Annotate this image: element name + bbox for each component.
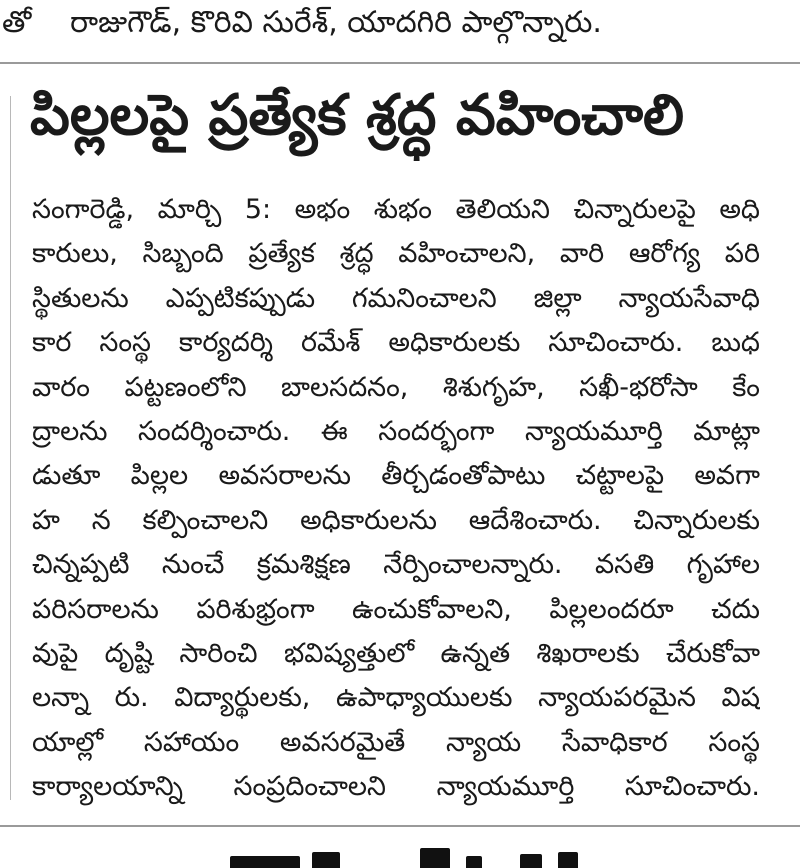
top-divider — [0, 62, 800, 64]
previous-article-line: రాజుగౌడ్, కొరివి సురేశ్, యాదగిరి పాల్గొన్నారు. — [70, 5, 602, 40]
previous-article-tail — [0, 0, 800, 52]
article-headline: పిల్లలపై ప్రత్యేక శ్రద్ధ వహించాలి — [30, 83, 685, 148]
article-body-line: లన్నా రు. విద్యార్థులకు, ఉపాధ్యాయులకు న్యాయపరమైన విష — [32, 682, 760, 714]
article-body-line: కార సంస్థ కార్యదర్శి రమేశ్ అధికారులకు సూచించారు. బుధ — [32, 327, 760, 359]
article-body-line: స్థితులను ఎప్పటికప్పుడు గమనించాలని జిల్లా న్యాయసేవాధి — [32, 282, 760, 314]
previous-article-fragment: తో — [2, 5, 32, 40]
article-body-line: కార్యాలయాన్ని సంప్రదించాలని న్యాయమూర్తి సూచించారు. — [32, 771, 760, 803]
bottom-divider — [0, 825, 800, 827]
article-body-line: పరిసరాలను పరిశుభ్రంగా ఉంచుకోవాలని, పిల్లలందరూ చదు — [32, 593, 760, 625]
article-body-line: వుపై దృష్టి సారించి భవిష్యత్తులో ఉన్నత శిఖరాలకు చేరుకోవా — [32, 638, 760, 670]
column-border — [10, 96, 11, 800]
article-body-line: చిన్నప్పటి నుంచే క్రమశిక్షణ నేర్పించాలన్నారు. వసతి గృహాల — [32, 549, 760, 581]
article-body-line: యాల్లో సహాయం అవసరమైతే న్యాయ సేవాధికార సంస్థ — [32, 726, 760, 758]
next-headline-fragment — [230, 842, 590, 868]
article-body-line: కారులు, సిబ్బంది ప్రత్యేక శ్రద్ధ వహించాలని, వారి ఆరోగ్య పరి — [32, 238, 760, 270]
article-body-line: డుతూ పిల్లల అవసరాలను తీర్చడంతోపాటు చట్టాలపై అవగా — [32, 460, 760, 492]
article-body — [32, 188, 772, 810]
article-body-line: సంగారెడ్డి, మార్చి 5: అభం శుభం తెలియని చిన్నారులపై అధి — [32, 194, 760, 225]
article-body-line: ద్రాలను సందర్శించారు. ఈ సందర్భంగా న్యాయమూర్తి మాట్లా — [32, 416, 760, 448]
article-body-line: వారం పట్టణంలోని బాలసదనం, శిశుగృహ, సఖీ-భరోసా కేం — [32, 371, 760, 403]
article-body-line: హ న కల్పించాలని అధికారులను ఆదేశించారు. చిన్నారులకు — [32, 504, 760, 536]
